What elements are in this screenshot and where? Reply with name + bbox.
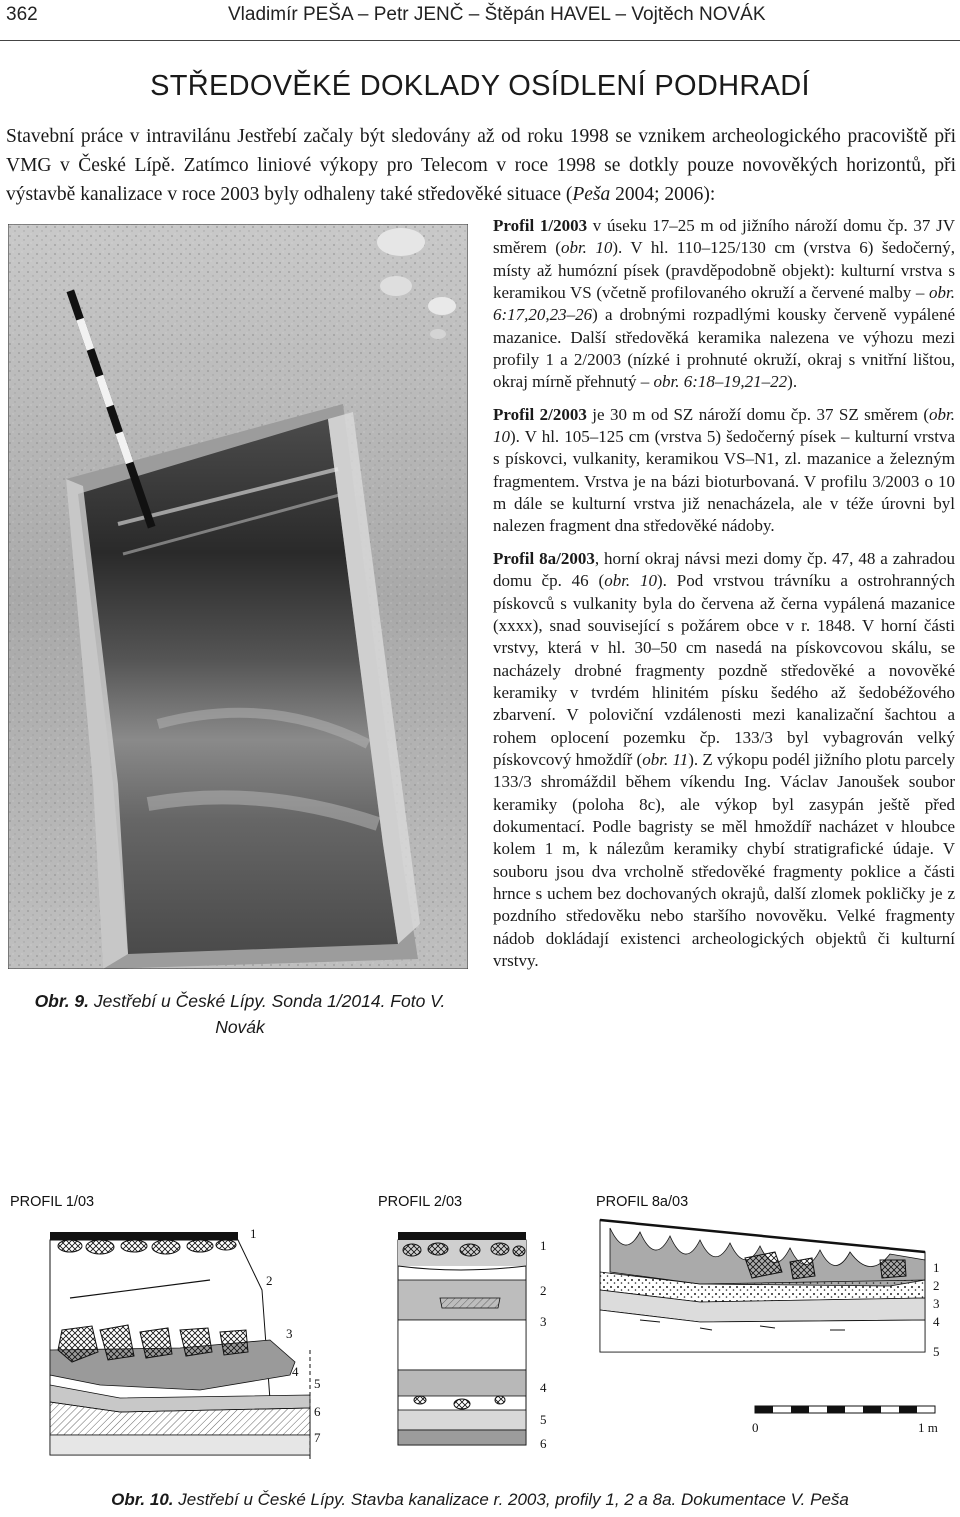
profile-2-label: PROFIL 2/03 xyxy=(378,1194,463,1210)
profile-1-paragraph xyxy=(493,215,955,394)
profile-2-text: je 30 m od SZ nároží domu čp. 37 SZ směrem ( xyxy=(586,404,930,424)
profile-8a-ref: obr. 10 xyxy=(604,571,658,591)
profile-2-layer-number: 6 xyxy=(540,1436,547,1451)
scale-end-label: 1 m xyxy=(918,1420,938,1435)
figure-10-label: Obr. 10. xyxy=(111,1490,174,1509)
profile-8a-text: ). Pod vrstvou trávníku a ostrohranných pískovců s vulkanity byla do červena až černa vypálená mazanice (xxxx), snad související s požárem obce v r. 1848. V horní části vrstvy, která v hl. 30–50 cm nasedá na pískovcovou skálu, se nacházely drobné fragmenty pozdně středověké a novověké keramiky v tvrdém hlinitém písku šedého až šedobéžového zbarvení. V poloviční vzdálenosti mezi kanalizační šachtou a rohem oplocení pozemku čp. 133/3 byl vybagrován velký pískovcový hmoždíř ( xyxy=(493,571,955,769)
intro-paragraph xyxy=(6,122,956,209)
page-number: 362 xyxy=(6,4,38,25)
profile-1-text: ). xyxy=(787,372,798,392)
profile-2-text: ). V hl. 105–125 cm (vrstva 5) šedočerný písek – kulturní vrstva s pískovci, vulkanity, keramikou VS–N1, zl. mazanice a železným fragmentem. Vrstva je na bázi bioturbovaná. V profilu 3/2003 o 10 m dále se kulturní vrstva již nenacházela, ale v téže úrovni byl nalezen fragment dna středověké nádoby. xyxy=(493,427,955,536)
profile-1-ref: obr. 10 xyxy=(560,238,613,258)
profile-1-layer-number: 2 xyxy=(266,1273,273,1288)
profile-8a-label: PROFIL 8a/03 xyxy=(596,1194,689,1210)
section-title: STŘEDOVĚKÉ DOKLADY OSÍDLENÍ PODHRADÍ xyxy=(150,70,810,102)
figure-10-caption xyxy=(0,1490,960,1510)
figure-10-caption-text: Jestřebí u České Lípy. Stavba kanalizace r. 2003, profily 1, 2 a 8a. Dokumentace V. Peša xyxy=(178,1490,849,1509)
profile-8a-layer-number: 2 xyxy=(933,1278,940,1293)
profile-1-layer-number: 4 xyxy=(292,1364,299,1379)
profile-1-drawing xyxy=(50,1226,321,1460)
excavation-photo xyxy=(8,224,468,969)
profile-1-layer-number: 3 xyxy=(286,1326,293,1341)
profile-2-ref: obr. 10 xyxy=(493,404,956,447)
scale-bar xyxy=(752,1406,938,1435)
figure-9-caption-text: Jestřebí u České Lípy. Sonda 1/2014. Foto V. Novák xyxy=(93,991,446,1037)
profile-8a-layer-number: 5 xyxy=(933,1344,940,1359)
profile-2-paragraph xyxy=(493,404,955,538)
right-column-text xyxy=(493,215,955,982)
profile-1-label: PROFIL 1/03 xyxy=(10,1194,95,1210)
profile-1-layer-number: 1 xyxy=(250,1226,257,1241)
profile-8a-layer-number: 1 xyxy=(933,1260,940,1275)
running-header-authors: Vladimír PEŠA – Petr JENČ – Štěpán HAVEL – Vojtěch NOVÁK xyxy=(228,4,766,25)
profile-8a-layer-number: 3 xyxy=(933,1296,940,1311)
profile-1-layer-number: 6 xyxy=(314,1404,321,1419)
profile-8a-ref: obr. 11 xyxy=(642,749,689,769)
scale-start-label: 0 xyxy=(752,1420,759,1435)
profile-1-text: v úseku 17–25 m od jižního nároží domu čp. 37 JV směrem ( xyxy=(493,216,955,258)
header-rule xyxy=(0,40,960,41)
intro-text-a: Stavební práce v intravilánu Jestřebí začaly být sledovány až od roku 1998 se vznikem archeologického pracoviště při VMG v České Lípě. Zatímco liniové výkopy pro Telecom v roce 1998 se dotkly pouze novověkých horizontů, při výstavbě kanalizace v roce 2003 byly odhaleny také středověké situace ( xyxy=(6,126,956,205)
intro-text-b: 2004; 2006): xyxy=(610,184,716,205)
figure-9-caption xyxy=(10,988,470,1040)
profile-2-layer-number: 5 xyxy=(540,1412,547,1427)
profile-1-text: ). V hl. 110–125/130 cm (vrstva 6) šedočerný, místy až humózní písek (pravděpodobně objekt): kulturní vrstva s keramikou VS (včetně profilovaného okruží a červené malby – xyxy=(493,238,955,303)
profile-drawings xyxy=(0,1180,960,1480)
profile-8a-paragraph xyxy=(493,548,955,973)
profile-2-drawing xyxy=(398,1232,547,1451)
profile-8a-heading: Profil 8a/2003 xyxy=(493,548,595,568)
profile-2-heading: Profil 2/2003 xyxy=(493,404,587,424)
profile-1-layer-number: 7 xyxy=(314,1430,321,1445)
profile-1-layer-number: 5 xyxy=(314,1376,321,1391)
profile-2-layer-number: 1 xyxy=(540,1238,547,1253)
profile-8a-layer-number: 4 xyxy=(933,1314,940,1329)
profile-8a-text: ). Z výkopu podél jižního plotu parcely 133/3 shromáždil během víkendu Ing. Václav Janoušek soubor keramiky (poloha 8c), ale výkop byl zasypán ještě před dokumentací. Podle bagristy se měl hmoždíř nacházet v hloubce kolem 1 m, k nálezům keramiky chybí stratigrafické údaje. V souboru jsou dva vrcholně středověké fragmenty poklice a části hrnce s uchem bez dochovaných okrajů, další zlomek pokličky je z pozdního středověku nebo staršího novověku. Velké fragmenty nádob dokládají existenci archeologických objektů či kulturní vrstvy. xyxy=(493,749,955,970)
profile-1-ref: obr. 6:17,20,23–26 xyxy=(493,283,955,325)
profile-1-ref: obr. 6:18–19,21–22 xyxy=(653,372,788,392)
profile-1-text: ) a drobnými rozpadlými kousky červeně vypálené mazanice. Další středověká keramika nalezena ve výhozu mezi profily 1 a 2/2003 (nízké i prohnuté okruží, okraj s vnitřní lištou, okraj mírně přehnutý – xyxy=(493,305,955,392)
profile-1-heading: Profil 1/2003 xyxy=(493,216,588,235)
profile-8a-drawing xyxy=(600,1220,940,1359)
profile-8a-text: , horní okraj návsi mezi domy čp. 47, 48 a zahradou domu čp. 46 ( xyxy=(493,548,955,591)
figure-9-label: Obr. 9. xyxy=(34,991,90,1011)
profile-2-layer-number: 3 xyxy=(540,1314,547,1329)
profile-2-layer-number: 4 xyxy=(540,1380,547,1395)
profile-2-layer-number: 2 xyxy=(540,1283,547,1298)
intro-ref: Peša xyxy=(572,184,611,205)
